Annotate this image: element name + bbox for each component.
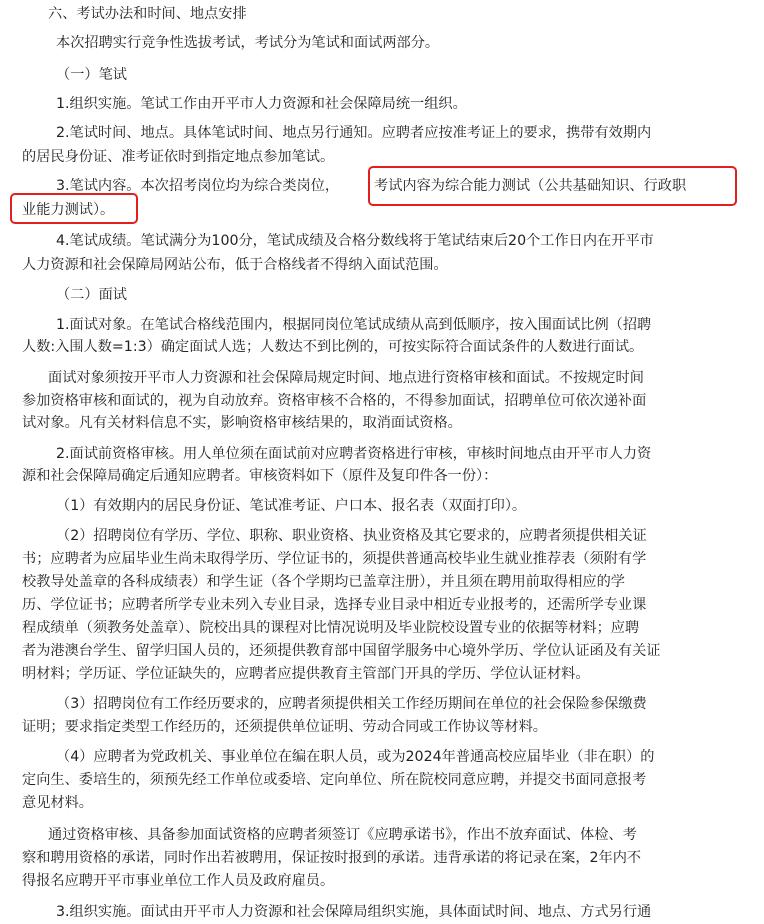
interview-item-1-line-2: 人数:入围人数=1:3）确定面试人选；人数达不到比例的，可按实际符合面试条件的人数进行面试。 — [22, 339, 644, 355]
interview-item-1-line-1: 1.面试对象。在笔试合格线范围内，根据同岗位笔试成绩从高到低顺序，按入围面试比例（招聘 — [56, 317, 652, 333]
requirement-4-line-3: 意见材料。 — [22, 795, 93, 811]
written-item-3-highlight-line-2: 业能力测试）。 — [22, 202, 115, 218]
interview-paragraph-1-line-1: 面试对象须按开平市人力资源和社会保障局规定时间、地点进行资格审核和面试。不按规定时间 — [48, 370, 644, 386]
requirement-2-line-3: 校教导处盖章的各科成绩表）和学生证（各个学期均已盖章注册），并且须在聘用前取得相应的学 — [22, 574, 625, 590]
requirement-2-line-4: 历、学位证书；应聘者所学专业未列入专业目录，选择专业目录中相近专业报考的，还需所学专业课 — [22, 597, 647, 613]
requirement-2-line-7: 明材料；学历证、学位证缺失的，应聘者应提供教育主管部门开具的学历、学位认证材料。 — [22, 666, 590, 682]
requirement-2-line-5: 程成绩单（须教务处盖章）、院校出具的课程对比情况说明及毕业院校设置专业的依据等材料；应聘 — [22, 620, 640, 636]
commitment-paragraph-line-3: 得报名应聘开平市事业单位工作人员及政府雇员。 — [22, 873, 335, 889]
written-item-4-line-2: 人力资源和社会保障局网站公布，低于合格线者不得纳入面试范围。 — [22, 257, 448, 273]
interview-paragraph-1-line-2: 参加资格审核和面试的，视为自动放弃。资格审核不合格的，不得参加面试，招聘单位可依次递补面 — [22, 393, 647, 409]
requirement-4-line-2: 定向生、委培生的，须预先经工作单位或委培、定向单位、所在院校同意应聘，并提交书面同意报考 — [22, 772, 647, 788]
section-heading: 六、考试办法和时间、地点安排 — [48, 6, 247, 22]
interview-title: （二）面试 — [56, 287, 127, 303]
interview-item-2-line-1: 2.面试前资格审核。用人单位须在面试前对应聘者资格进行审核，审核时间地点由开平市人力资 — [56, 446, 652, 462]
written-item-2-line-1: 2.笔试时间、地点。具体笔试时间、地点另行通知。应聘者应按准考证上的要求，携带有效期内 — [56, 125, 652, 141]
requirement-2-line-1: （2）招聘岗位有学历、学位、职称、职业资格、执业资格及其它要求的，应聘者须提供相关证 — [56, 528, 647, 544]
commitment-paragraph-line-2: 察和聘用资格的承诺，同时作出若被聘用，保证按时报到的承诺。违背承诺的将记录在案，2年内不 — [22, 850, 642, 866]
written-item-2-line-2: 的居民身份证、准考证依时到指定地点参加笔试。 — [22, 149, 335, 165]
written-item-4-line-1: 4.笔试成绩。笔试满分为100分，笔试成绩及合格分数线将于笔试结束后20个工作日内在开平市 — [56, 233, 654, 249]
interview-paragraph-1-line-3: 试对象。凡有关材料信息不实，影响资格审核结果的，取消面试资格。 — [22, 415, 462, 431]
written-item-1: 1.组织实施。笔试工作由开平市人力资源和社会保障局统一组织。 — [56, 96, 467, 112]
requirement-2-line-2: 书；应聘者为应届毕业生尚未取得学历、学位证书的，须提供普通高校毕业生就业推荐表（须附有学 — [22, 551, 647, 567]
interview-item-3: 3.组织实施。面试由开平市人力资源和社会保障局组织实施，具体面试时间、地点、方式另行通 — [56, 904, 652, 920]
commitment-paragraph-line-1: 通过资格审核、具备参加面试资格的应聘者须签订《应聘承诺书》，作出不放弃面试、体检、考 — [48, 827, 637, 843]
requirement-3-line-1: （3）招聘岗位有工作经历要求的，应聘者须提供相关工作经历期间在单位的社会保险参保缴费 — [56, 696, 647, 712]
written-exam-title: （一）笔试 — [56, 67, 127, 83]
requirement-1: （1）有效期内的居民身份证、笔试准考证、户口本、报名表（双面打印）。 — [56, 498, 527, 514]
written-item-3-highlight-line-1: 考试内容为综合能力测试（公共基础知识、行政职 — [374, 178, 687, 194]
intro-paragraph: 本次招聘实行竞争性选拔考试，考试分为笔试和面试两部分。 — [56, 35, 440, 51]
requirement-4-line-1: （4）应聘者为党政机关、事业单位在编在职人员，或为2024年普通高校应届毕业（非在职）的 — [56, 749, 655, 765]
requirement-3-line-2: 证明；要求指定类型工作经历的，还须提供单位证明、劳动合同或工作协议等材料。 — [22, 719, 547, 735]
requirement-2-line-6: 者为港澳台学生、留学归国人员的，还须提供教育部中国留学服务中心境外学历、学位认证函及有关证 — [22, 643, 661, 659]
written-item-3-prefix: 3.笔试内容。本次招考岗位均为综合类岗位， — [56, 178, 340, 194]
interview-item-2-line-2: 源和社会保障局确定后通知应聘者。审核资料如下（原件及复印件各一份）： — [22, 468, 498, 484]
